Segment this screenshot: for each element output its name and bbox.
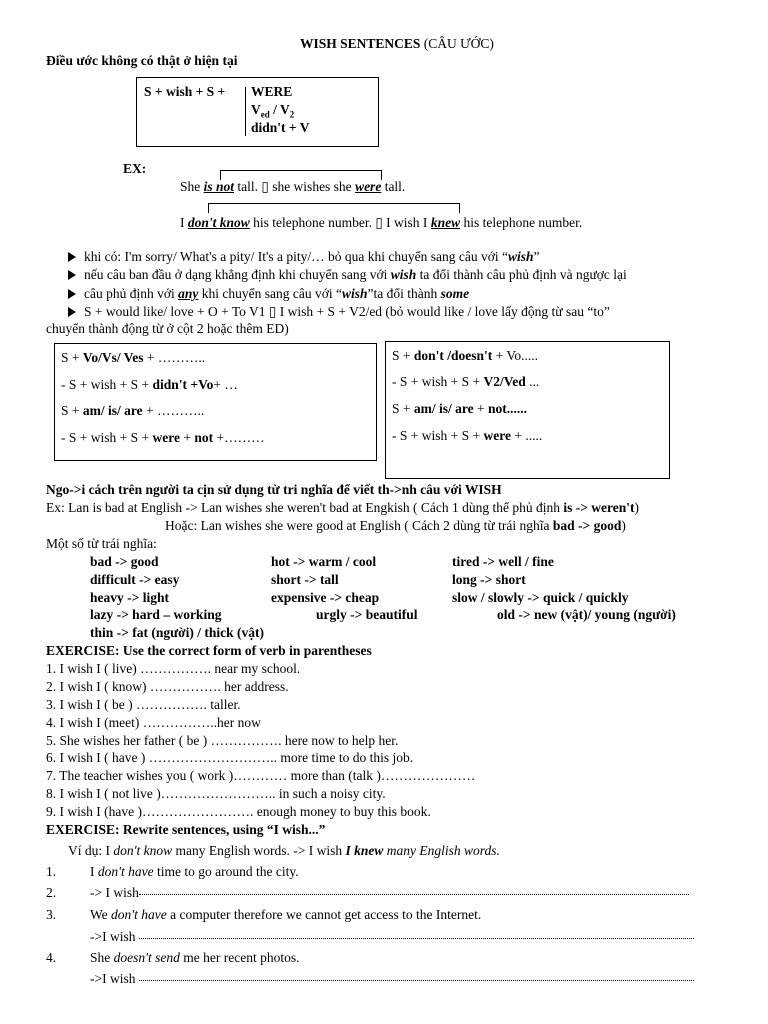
exercise1-item: 4. I wish I (meet) ……………..her now (46, 715, 261, 730)
rewrite-answer-line[interactable]: ->I wish (90, 929, 694, 945)
antonym-item: long -> short (452, 572, 526, 587)
example2-bracket-left (208, 203, 209, 213)
arrow-bullet-icon (68, 252, 76, 262)
antonym-heading: Ngo->i cách trên người ta cịn sử dụng từ tri nghĩa để viết th->nh câu với WISH (46, 482, 502, 497)
rewrite-number: 3. (46, 907, 57, 922)
bullet-4: S + would like/ love + O + To V1 ▯ I wish + S + V2/ed (bỏ would like / love lấy động từ sau “to” (68, 304, 610, 320)
negative-row-3: S + am/ is/ are + not...... (392, 401, 528, 416)
answer-blank[interactable] (139, 894, 689, 895)
antonym-item: lazy -> hard – working (90, 607, 222, 622)
affirmative-row-2: - S + wish + S + didn't +Vo+ … (61, 377, 238, 392)
exercise1-item: 5. She wishes her father ( be ) ……………. here now to help her. (46, 733, 399, 748)
antonym-item: difficult -> easy (90, 572, 180, 587)
formula-box (136, 77, 379, 147)
formula-option-didnt: didn't + V (251, 120, 310, 135)
formula-option-ved: $V_{ed} / V_2$ (251, 102, 295, 120)
exercise2-title: EXERCISE: Rewrite sentences, using “I wish...” (46, 822, 326, 837)
formula-lhs: S + wish + S + (144, 84, 226, 99)
antonym-item: old -> new (vật)/ young (người) (497, 607, 676, 622)
affirmative-box (54, 343, 377, 461)
rewrite-sentence: She doesn't send me her recent photos. (90, 950, 300, 965)
exercise1-item: 1. I wish I ( live) ……………. near my school. (46, 661, 301, 676)
negative-row-1: S + don't /doesn't + Vo..... (392, 348, 539, 363)
exercise1-item: 2. I wish I ( know) ……………. her address. (46, 679, 289, 694)
antonym-item: expensive -> cheap (271, 590, 380, 605)
answer-blank[interactable] (139, 980, 694, 981)
exercise1-item: 3. I wish I ( be ) ……………. taller. (46, 697, 241, 712)
antonym-item: heavy -> light (90, 590, 169, 605)
example2-sentence: I don't know his telephone number. ▯ I wish I knew his telephone number. (180, 215, 583, 230)
negative-box (385, 341, 670, 479)
bullet-3: câu phủ định với any khi chuyển sang câu với “wish”ta đổi thành some (68, 286, 469, 302)
example1-sentence: She is not tall. ▯ she wishes she were tall. (180, 179, 406, 194)
antonym-example-1: Ex: Lan is bad at English -> Lan wishes she weren't bad at Engkish ( Cách 1 dùng thể phủ định is -> weren't) (46, 500, 640, 515)
antonym-item: urgly -> beautiful (316, 607, 418, 622)
negative-row-4: - S + wish + S + were + ..... (392, 428, 543, 443)
rewrite-sentence: I don't have time to go around the city. (90, 864, 299, 879)
exercise1-item: 7. The teacher wishes you ( work )………… more than (talk )………………… (46, 768, 476, 783)
example-label: EX: (123, 161, 147, 176)
rewrite-number: 4. (46, 950, 57, 965)
arrow-bullet-icon (68, 270, 76, 280)
section-heading-present-wish: Điều ước không có thật ở hiện tại (46, 53, 238, 68)
antonyms-label: Một số từ trái nghĩa: (46, 536, 157, 551)
bullet-4-continuation: chuyển thành động từ ở cột 2 hoặc thêm ED) (46, 321, 289, 336)
document-title: WISH SENTENCES (CÂU ƯỚC) (300, 36, 494, 51)
antonym-item: bad -> good (90, 554, 159, 569)
antonym-item: slow / slowly -> quick / quickly (452, 590, 629, 605)
rewrite-number: 1. (46, 864, 57, 879)
bullet-2: nếu câu ban đầu ở dạng khẳng định khi chuyển sang với wish ta đổi thành câu phủ định và ngược lại (68, 267, 627, 283)
arrow-bullet-icon (68, 289, 76, 299)
rewrite-answer-line[interactable]: ->I wish (90, 971, 694, 987)
affirmative-row-4: - S + wish + S + were + not +……… (61, 430, 265, 445)
formula-option-were: WERE (251, 84, 293, 99)
bullet-1: khi có: I'm sorry/ What's a pity/ It's a pity/… bỏ qua khi chuyển sang câu với “wish” (68, 249, 540, 265)
antonym-example-2: Hoặc: Lan wishes she were good at English ( Cách 2 dùng từ trái nghĩa bad -> good) (165, 518, 626, 533)
example2-bracket-right (459, 203, 460, 213)
exercise1-item: 9. I wish I (have )……………………. enough money to buy this book. (46, 804, 431, 819)
exercise1-title: EXERCISE: Use the correct form of verb in parentheses (46, 643, 372, 658)
rewrite-sentence: We don't have a computer therefore we cannot get access to the Internet. (90, 907, 482, 922)
rewrite-answer-line[interactable]: -> I wish (90, 885, 689, 901)
negative-row-2: - S + wish + S + V2/Ved ... (392, 374, 540, 389)
arrow-bullet-icon (68, 307, 76, 317)
affirmative-row-1: S + Vo/Vs/ Ves + ……….. (61, 350, 206, 365)
example2-bracket (208, 203, 460, 204)
exercise1-item: 8. I wish I ( not live )…………………….. in such a noisy city. (46, 786, 386, 801)
exercise2-example: Ví dụ: I don't know many English words. -> I wish I knew many English words. (68, 843, 500, 858)
exercise1-item: 6. I wish I ( have ) ……………………….. more time to do this job. (46, 750, 414, 765)
affirmative-row-3: S + am/ is/ are + ……….. (61, 403, 205, 418)
antonym-item: hot -> warm / cool (271, 554, 377, 569)
antonym-item: tired -> well / fine (452, 554, 554, 569)
example1-bracket (220, 170, 382, 171)
antonym-item: thin -> fat (người) / thick (vật) (90, 625, 265, 640)
rewrite-number: 2. (46, 885, 57, 900)
answer-blank[interactable] (139, 938, 694, 939)
antonym-item: short -> tall (271, 572, 339, 587)
formula-brace (245, 87, 246, 136)
